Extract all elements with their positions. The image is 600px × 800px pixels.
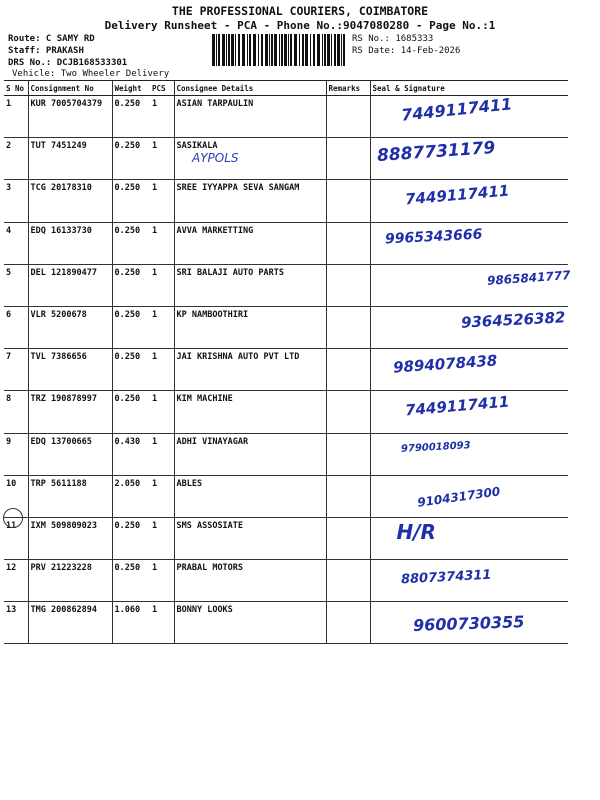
row-pcs: 1	[150, 264, 174, 306]
row-pcs: 1	[150, 602, 174, 644]
row-remarks	[326, 560, 370, 602]
signature-phone: 7449117411	[399, 94, 513, 125]
row-weight: 0.250	[112, 517, 150, 559]
row-consignment-no: VLR 5200678	[28, 306, 112, 348]
row-weight: 0.250	[112, 306, 150, 348]
row-consignee: SMS ASSOSIATE	[174, 517, 326, 559]
row-sno: 12	[4, 560, 28, 602]
col-consignee: Consignee Details	[174, 81, 326, 96]
table-row	[4, 264, 568, 306]
row-consignment-no: DEL 121890477	[28, 264, 112, 306]
row-pcs: 1	[150, 560, 174, 602]
signature-phone: 9364526382	[460, 308, 566, 332]
table-row	[4, 517, 568, 559]
signature-phone: 9600730355	[412, 612, 525, 636]
row-seal-signature	[370, 433, 568, 475]
row-sno: 13	[4, 602, 28, 644]
row-consignment-no: TVL 7386656	[28, 349, 112, 391]
row-pcs: 1	[150, 306, 174, 348]
row-consignment-no: TRZ 190878997	[28, 391, 112, 433]
signature-phone: 7449117411	[403, 181, 510, 209]
handwritten-note: AYPOLS	[192, 151, 239, 165]
row-remarks	[326, 222, 370, 264]
row-weight: 0.250	[112, 138, 150, 180]
col-sno: S No	[4, 81, 28, 96]
row-remarks	[326, 517, 370, 559]
row-seal-signature	[370, 517, 568, 559]
table-row	[4, 306, 568, 348]
row-seal-signature	[370, 264, 571, 306]
row-consignee: ABLES	[174, 475, 326, 517]
row-consignee: SASIKALA	[174, 138, 326, 180]
row-pcs: 1	[150, 180, 174, 222]
col-weight: Weight	[112, 81, 150, 96]
row-consignee: ASIAN TARPAULIN	[174, 96, 326, 138]
row-weight: 0.430	[112, 433, 150, 475]
row-consignee: SRI BALAJI AUTO PARTS	[174, 264, 326, 306]
row-seal-signature	[370, 138, 568, 180]
row-seal-signature	[370, 306, 568, 348]
row-pcs: 1	[150, 391, 174, 433]
staff-label: Staff: PRAKASH	[8, 46, 84, 56]
row-consignee: PRABAL MOTORS	[174, 560, 326, 602]
row-weight: 2.050	[112, 475, 150, 517]
rs-date: RS Date: 14-Feb-2026	[352, 46, 461, 56]
row-pcs: 1	[150, 433, 174, 475]
row-seal-signature	[370, 475, 568, 517]
row-consignee: JAI KRISHNA AUTO PVT LTD	[174, 349, 326, 391]
rs-number: RS No.: 1685333	[352, 34, 434, 44]
signature-phone: 8887731179	[375, 138, 496, 167]
table-row	[4, 475, 568, 517]
row-consignment-no: TMG 200862894	[28, 602, 112, 644]
row-sno: 2	[4, 138, 28, 180]
col-pcs: PCS	[150, 81, 174, 96]
row-sno: 9	[4, 433, 28, 475]
table-row	[4, 180, 568, 222]
runsheet-subtitle: Delivery Runsheet - PCA - Phone No.:9047080280 - Page No.:1	[104, 19, 496, 32]
row-consignment-no: PRV 21223228	[28, 560, 112, 602]
row-seal-signature	[370, 222, 568, 264]
table-row	[4, 349, 568, 391]
row-remarks	[326, 96, 370, 138]
col-seal-signature: Seal & Signature	[370, 81, 568, 96]
row-consignment-no: IXM 509809023	[28, 517, 112, 559]
row-weight: 0.250	[112, 222, 150, 264]
row-consignment-no: KUR 7005704379	[28, 96, 112, 138]
row-remarks	[326, 306, 370, 348]
row-consignment-no: EDQ 16133730	[28, 222, 112, 264]
row-remarks	[326, 180, 370, 222]
row-consignee: ADHI VINAYAGAR	[174, 433, 326, 475]
col-consignment: Consignment No	[28, 81, 112, 96]
row-consignee: BONNY LOOKS	[174, 602, 326, 644]
table-row	[4, 96, 568, 138]
table-row	[4, 560, 568, 602]
row-remarks	[326, 602, 370, 644]
barcode	[212, 34, 346, 66]
row-sno: 11	[4, 517, 28, 559]
row-pcs: 1	[150, 517, 174, 559]
row-consignment-no: TUT 7451249	[28, 138, 112, 180]
row-sno: 4	[4, 222, 28, 264]
signature-phone: 8807374311	[400, 567, 492, 588]
row-seal-signature	[370, 602, 568, 644]
circle-mark	[3, 508, 23, 528]
row-seal-signature	[370, 180, 568, 222]
row-seal-signature	[370, 560, 568, 602]
row-pcs: 1	[150, 349, 174, 391]
row-seal-signature	[370, 96, 568, 138]
row-consignee: SREE IYYAPPA SEVA SANGAM	[174, 180, 326, 222]
row-consignment-no: TCG 20178310	[28, 180, 112, 222]
row-pcs: 1	[150, 96, 174, 138]
row-pcs: 1	[150, 138, 174, 180]
route-label: Route: C SAMY RD	[8, 34, 95, 44]
row-weight: 1.060	[112, 602, 150, 644]
row-consignment-no: TRP 5611188	[28, 475, 112, 517]
table-row	[4, 391, 568, 433]
signature-phone: 9894078438	[391, 351, 498, 377]
row-sno: 5	[4, 264, 28, 306]
row-sno: 1	[4, 96, 28, 138]
row-pcs: 1	[150, 222, 174, 264]
row-sno: 8	[4, 391, 28, 433]
runsheet-title: THE PROFESSIONAL COURIERS, COIMBATORE	[171, 4, 429, 18]
row-sno: 10	[4, 475, 28, 517]
table-row	[4, 602, 568, 644]
row-sno: 7	[4, 349, 28, 391]
signature-phone: 9104317300	[415, 483, 501, 510]
row-sno: 3	[4, 180, 28, 222]
row-weight: 0.250	[112, 180, 150, 222]
signature-phone: H/R	[396, 519, 436, 544]
row-weight: 0.250	[112, 560, 150, 602]
row-seal-signature	[370, 349, 568, 391]
row-consignee: AVVA MARKETTING	[174, 222, 326, 264]
row-consignment-no: EDQ 13700665	[28, 433, 112, 475]
row-sno: 6	[4, 306, 28, 348]
vehicle-label: Vehicle: Two Wheeler Delivery	[12, 69, 170, 79]
table-row	[4, 433, 568, 475]
row-remarks	[326, 138, 370, 180]
row-consignee: KP NAMBOOTHIRI	[174, 306, 326, 348]
runsheet-table	[4, 80, 571, 644]
row-weight: 0.250	[112, 349, 150, 391]
row-remarks	[326, 349, 370, 391]
signature-phone: 9865841777	[486, 267, 571, 288]
col-remarks: Remarks	[326, 81, 370, 96]
table-header-row	[4, 81, 568, 96]
row-pcs: 1	[150, 475, 174, 517]
signature-phone: 9790018093	[400, 439, 471, 455]
row-weight: 0.250	[112, 264, 150, 306]
table-row	[4, 222, 568, 264]
signature-phone: 7449117411	[403, 392, 510, 420]
row-remarks	[326, 475, 370, 517]
row-weight: 0.250	[112, 96, 150, 138]
table-row	[4, 138, 568, 180]
row-consignee: KIM MACHINE	[174, 391, 326, 433]
row-remarks	[326, 391, 370, 433]
signature-phone: 9965343666	[384, 226, 483, 248]
drs-number: DRS No.: DCJB168533301	[8, 58, 128, 68]
row-remarks	[326, 264, 370, 306]
row-seal-signature	[370, 391, 568, 433]
row-weight: 0.250	[112, 391, 150, 433]
row-remarks	[326, 433, 370, 475]
